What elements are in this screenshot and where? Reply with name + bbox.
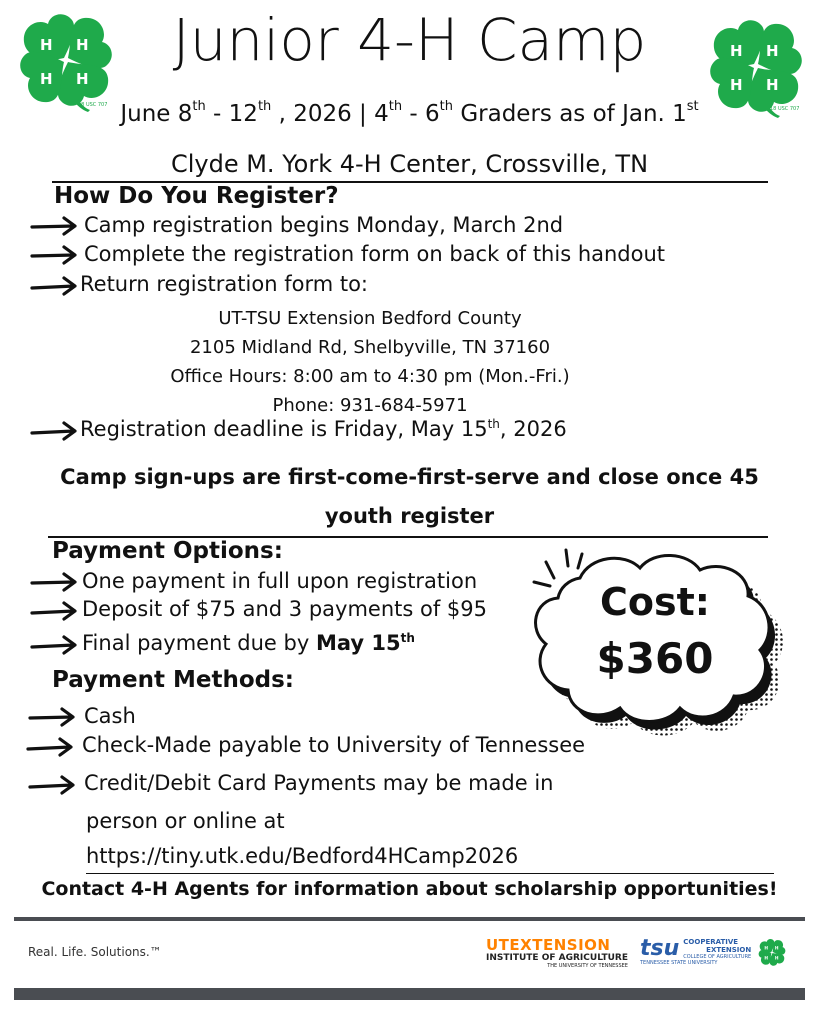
grade-sup-2: th [439,99,454,114]
date-sep: - 12 [205,101,258,127]
svg-text:H: H [76,36,89,54]
cost-amount: $360 [596,634,714,683]
divider-bottom [86,873,774,874]
svg-text:H: H [766,42,779,60]
deadline-tail: , 2026 [499,417,567,441]
ut-logo-sub: INSTITUTE OF AGRICULTURE [486,953,628,963]
svg-text:H: H [774,946,779,952]
payment-option-2-text: Deposit of $75 and 3 payments of $95 [82,597,488,621]
date-start-sup: th [192,99,206,114]
four-h-clover-footer-icon [758,938,786,968]
svg-text:H: H [766,76,779,94]
payment-method-check-text: Check-Made payable to University of Tennessee [82,733,586,757]
register-item-3-text: Return registration form to: [80,272,368,296]
arrow-right-icon [30,244,78,266]
date-end-sup: th [257,99,272,114]
payment-methods-heading: Payment Methods: [52,667,294,693]
register-deadline [30,417,567,441]
tsu-logo-line4: TENNESSEE STATE UNIVERSITY [640,960,718,966]
address-line-4: Phone: 931-684-5971 [272,395,468,416]
ut-logo-sub2: THE UNIVERSITY OF TENNESSEE [547,963,628,969]
arrow-right-icon [28,706,76,728]
svg-text:H: H [774,956,779,962]
svg-text:H: H [730,42,743,60]
payment-options-heading: Payment Options: [52,538,283,564]
arrow-right-icon [30,419,78,441]
payment-option-3 [30,631,415,655]
register-item-1-text: Camp registration begins Monday, March 2nd [84,213,564,237]
footer-tagline: Real. Life. Solutions.™ [28,945,162,959]
date-grade-line [0,101,819,127]
payment-method-card-text: Credit/Debit Card Payments may be made in [84,771,554,795]
cost-label: Cost: [600,580,710,624]
arrow-right-icon [30,215,78,237]
arrow-right-icon [30,274,78,296]
grade-tail-sup: st [686,99,699,114]
deadline-text: Registration deadline is Friday, May 15 [80,417,488,441]
grade-tail: Graders as of Jan. 1 [453,101,687,127]
arrow-right-icon [30,633,78,655]
svg-text:H: H [40,70,53,88]
arrow-right-icon [28,773,76,795]
payment-method-card [28,771,554,795]
register-item-2 [30,242,665,266]
signup-notice-line-1: Camp sign-ups are first-come-first-serve and close once 45 [60,465,759,489]
signup-notice-line-2: youth register [324,504,495,528]
address-line-3: Office Hours: 8:00 am to 4:30 pm (Mon.-Fri.) [170,366,570,387]
svg-text:H: H [764,946,769,952]
arrow-right-icon [26,735,74,757]
svg-text:H: H [764,956,769,962]
camp-payment-link[interactable]: https://tiny.utk.edu/Bedford4HCamp2026 [86,844,519,868]
clover-mark-left: 18 USC 707 [78,102,108,108]
register-heading: How Do You Register? [54,183,339,209]
grade-sup-1: th [388,99,403,114]
ut-logo-ut: UT [486,936,510,954]
tsu-logo-line3: COLLEGE OF AGRICULTURE [683,954,752,960]
register-item-3 [30,272,368,296]
deadline-sup: th [487,417,500,431]
page-title: Junior 4-H Camp [172,6,647,74]
camp-location: Clyde M. York 4-H Center, Crossville, TN [170,150,649,178]
address-line-2: 2105 Midland Rd, Shelbyville, TN 37160 [189,337,551,358]
grade-sep: - 6 [402,101,440,127]
payment-option-1 [30,569,477,593]
date-start: June 8 [120,101,193,127]
clover-mark-right: 18 USC 707 [770,106,800,112]
tsu-logo-line2: EXTENSION [706,946,752,954]
scholarship-contact: Contact 4-H Agents for information about scholarship opportunities! [41,878,778,900]
svg-text:H: H [76,70,89,88]
arrow-right-icon [30,571,78,593]
footer-bottom-bar [14,988,805,1000]
register-item-1 [30,213,563,237]
address-line-1: UT-TSU Extension Bedford County [218,308,522,329]
payment-method-cash-text: Cash [84,704,136,728]
ut-logo-main [486,937,628,953]
svg-text:H: H [730,76,743,94]
payment-option-1-text: One payment in full upon registration [82,569,478,593]
year-part: , 2026 | 4 [271,101,389,127]
tsu-logo-line1: COOPERATIVE [683,938,739,946]
ut-logo-extension: EXTENSION [509,936,611,954]
footer-top-bar [14,917,805,921]
payment-method-cash [28,704,136,728]
payment-method-check [26,733,585,757]
final-payment-text: Final payment due by [82,631,316,655]
payment-option-2 [30,597,487,621]
final-payment-sup: th [400,631,415,645]
ut-extension-logo [486,937,628,969]
register-item-2-text: Complete the registration form on back of this handout [84,242,666,266]
tsu-logo-letters: tsu [640,936,680,961]
credit-continued-1: person or online at [86,809,285,833]
final-payment-date: May 15 [315,631,401,655]
tsu-extension-logo [640,938,751,966]
arrow-right-icon [30,599,78,621]
svg-text:H: H [40,36,53,54]
